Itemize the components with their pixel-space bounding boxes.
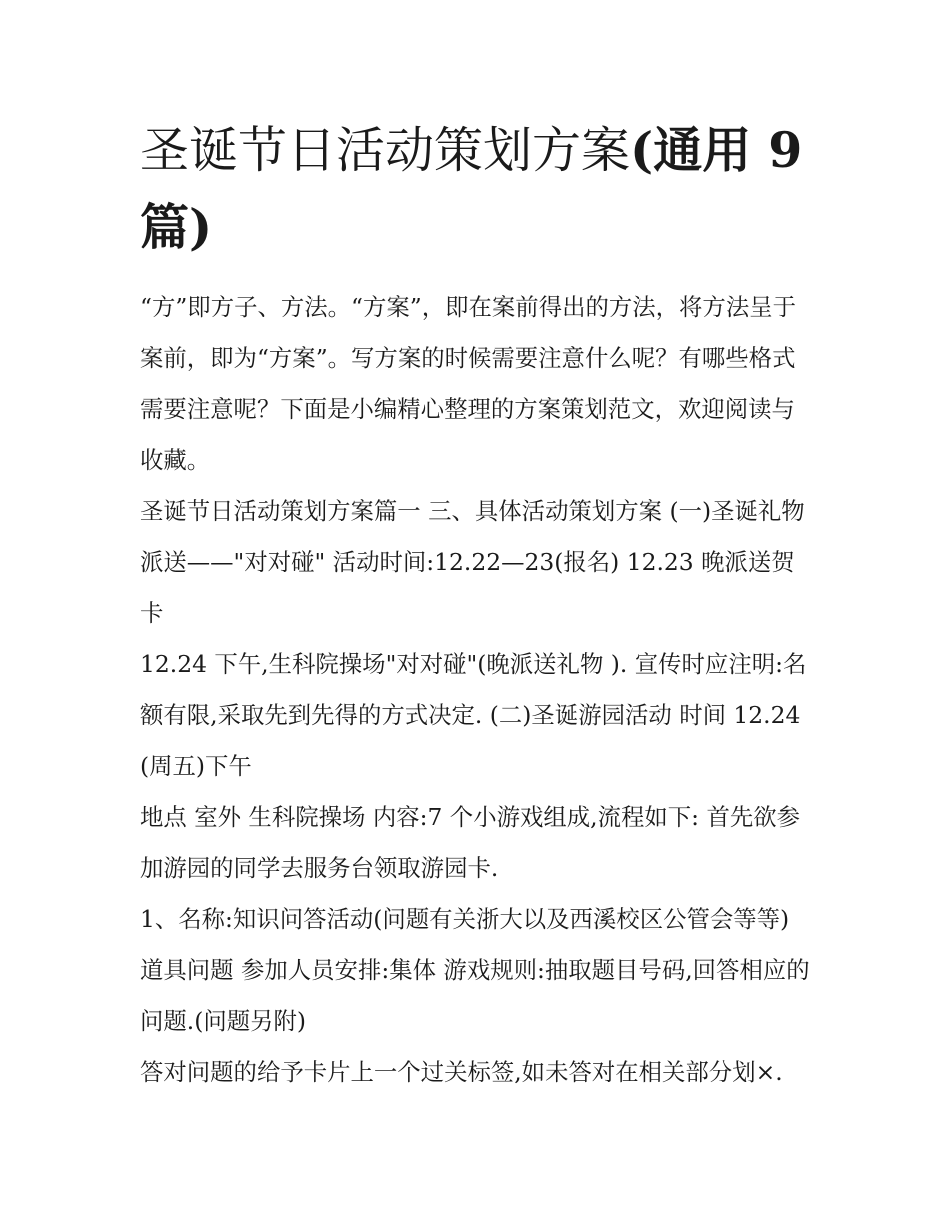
paragraph-intro: “方”即方子、方法。“方案”，即在案前得出的方法，将方法呈于案前，即为“方案”。写方案的时候需要注意什么呢？有哪些格式需要注意呢？下面是小编精心整理的方案策划范文，欢迎阅读与收藏。 <box>140 293 796 474</box>
paragraph-quiz-game: 1、名称:知识问答活动(问题有关浙大以及西溪校区公管会等等) 道具问题 参加人员安排:集体 游戏规则:抽取题目号码,回答相应的问题.(问题另附) <box>140 905 810 1035</box>
document-body <box>140 112 812 1098</box>
paragraph-gift-exchange: 圣诞节日活动策划方案篇一 三、具体活动策划方案 (一)圣诞礼物派送——"对对碰" 活动时间:12.22—23(报名) 12.23 晚派送贺卡 <box>140 497 805 627</box>
document-title: 圣诞节日活动策划方案(通用 9 篇) <box>140 121 803 256</box>
paragraph-garden-party: 12.24 下午,生科院操场"对对碰"(晚派送礼物 ). 宣传时应注明:名额有限,采取先到先得的方式决定. (二)圣诞游园活动 时间 12.24(周五)下午 <box>140 650 807 780</box>
paragraph-quiz-rules: 答对问题的给予卡片上一个过关标签,如未答对在相关部分划×. <box>140 1058 783 1086</box>
paragraph-location: 地点 室外 生科院操场 内容:7 个小游戏组成,流程如下: 首先欲参加游园的同学去服务台领取游园卡. <box>140 803 801 882</box>
